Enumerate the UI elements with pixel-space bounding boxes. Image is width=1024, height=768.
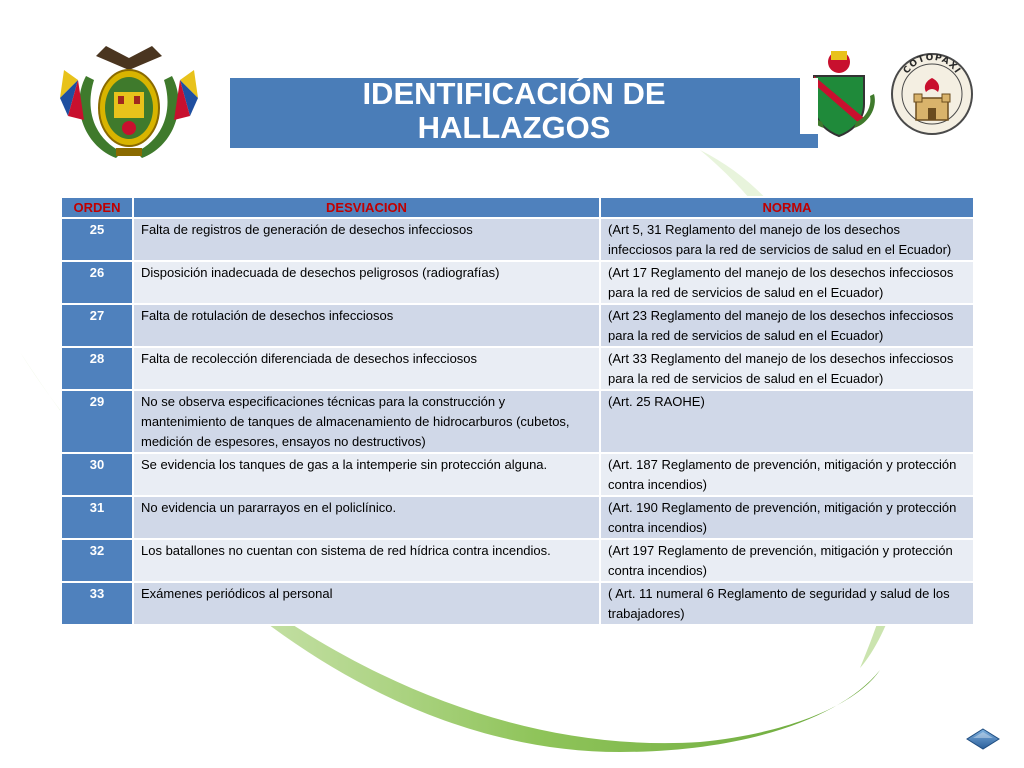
page-title: IDENTIFICACIÓN DE HALLAZGOS — [362, 76, 666, 145]
row-orden-cell: 27 — [61, 304, 133, 347]
row-norma-cell: (Art. 190 Reglamento de prevención, mitigación y protección contra incendios) — [600, 496, 974, 539]
row-norma-cell: ( Art. 11 numeral 6 Reglamento de seguridad y salud de los trabajadores) — [600, 582, 974, 625]
column-header-orden: ORDEN — [61, 197, 133, 218]
row-norma-cell: (Art 5, 31 Reglamento del manejo de los desechos infecciosos para la red de servicios de salud en el Ecuador) — [600, 218, 974, 261]
table-row — [61, 582, 974, 625]
row-desviacion-cell: Disposición inadecuada de desechos peligrosos (radiografías) — [133, 261, 600, 304]
column-header-norma: NORMA — [600, 197, 974, 218]
row-desviacion-cell: No evidencia un pararrayos en el policlínico. — [133, 496, 600, 539]
row-norma-cell: (Art 17 Reglamento del manejo de los desechos infecciosos para la red de servicios de salud en el Ecuador) — [600, 261, 974, 304]
seal-text: COTOPAXI — [901, 52, 963, 76]
row-norma-cell: (Art 197 Reglamento de prevención, mitigación y protección contra incendios) — [600, 539, 974, 582]
title-banner — [230, 78, 818, 148]
findings-table — [60, 196, 975, 626]
row-desviacion-cell: Falta de registros de generación de desechos infecciosos — [133, 218, 600, 261]
title-banner-notch — [800, 78, 818, 134]
row-norma-cell: (Art 23 Reglamento del manejo de los desechos infecciosos para la red de servicios de salud en el Ecuador) — [600, 304, 974, 347]
row-desviacion-cell: Falta de recolección diferenciada de desechos infecciosos — [133, 347, 600, 390]
row-orden-cell: 33 — [61, 582, 133, 625]
table-header-row — [61, 197, 974, 218]
row-norma-cell: (Art. 187 Reglamento de prevención, mitigación y protección contra incendios) — [600, 453, 974, 496]
table-row — [61, 496, 974, 539]
table-row — [61, 539, 974, 582]
next-slide-diamond-icon[interactable] — [966, 728, 1000, 750]
table-row — [61, 390, 974, 453]
row-desviacion-cell: Exámenes periódicos al personal — [133, 582, 600, 625]
row-desviacion-cell: Los batallones no cuentan con sistema de red hídrica contra incendios. — [133, 539, 600, 582]
table-row — [61, 261, 974, 304]
cotopaxi-brigade-seal-icon — [890, 48, 974, 140]
table-row — [61, 347, 974, 390]
table-row — [61, 453, 974, 496]
row-norma-cell: (Art. 25 RAOHE) — [600, 390, 974, 453]
row-orden-cell: 25 — [61, 218, 133, 261]
table-row — [61, 218, 974, 261]
row-orden-cell: 26 — [61, 261, 133, 304]
ecuador-coat-of-arms-icon — [56, 36, 202, 164]
row-orden-cell: 29 — [61, 390, 133, 453]
table-body — [61, 218, 974, 625]
row-norma-cell: (Art 33 Reglamento del manejo de los desechos infecciosos para la red de servicios de salud en el Ecuador) — [600, 347, 974, 390]
row-orden-cell: 31 — [61, 496, 133, 539]
row-desviacion-cell: No se observa especificaciones técnicas para la construcción y mantenimiento de tanques de almacenamiento de hidrocarburos (cubetos, medición de espesores, ensayos no destructivos) — [133, 390, 600, 453]
row-orden-cell: 32 — [61, 539, 133, 582]
row-orden-cell: 30 — [61, 453, 133, 496]
table-row — [61, 304, 974, 347]
column-header-desviacion: DESVIACION — [133, 197, 600, 218]
row-desviacion-cell: Falta de rotulación de desechos infecciosos — [133, 304, 600, 347]
row-desviacion-cell: Se evidencia los tanques de gas a la intemperie sin protección alguna. — [133, 453, 600, 496]
row-orden-cell: 28 — [61, 347, 133, 390]
